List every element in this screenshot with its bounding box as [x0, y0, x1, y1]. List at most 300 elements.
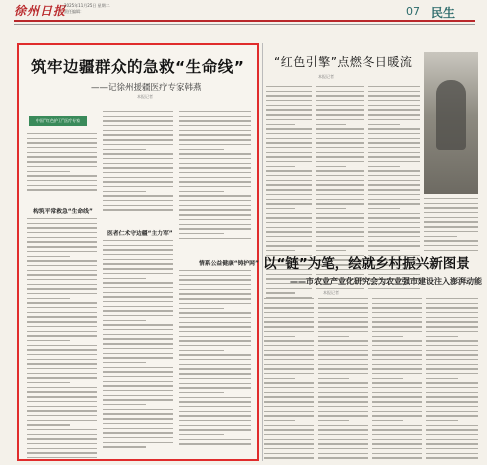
text-line: [266, 119, 312, 120]
text-line: [424, 240, 478, 241]
text-line: [179, 378, 251, 379]
text-line: [27, 410, 97, 411]
text-line: [179, 134, 251, 135]
text-line: [368, 241, 420, 242]
text-line: [27, 133, 97, 134]
featured-text-column: [27, 218, 97, 462]
text-line: [179, 163, 251, 164]
text-line: [179, 125, 251, 126]
text-line: [266, 208, 295, 209]
text-line: [316, 105, 364, 106]
text-line: [266, 231, 312, 232]
text-line: [266, 147, 312, 148]
text-line: [103, 301, 173, 302]
text-line: [103, 362, 146, 363]
text-line: [266, 227, 312, 228]
text-line: [179, 200, 251, 201]
text-line: [318, 331, 368, 332]
text-line: [368, 245, 420, 246]
text-line: [27, 302, 97, 303]
text-line: [426, 326, 478, 327]
text-line: [179, 214, 251, 215]
text-line: [426, 378, 458, 379]
text-line: [266, 95, 312, 96]
text-line: [103, 329, 173, 330]
text-line: [372, 448, 422, 449]
text-line: [368, 86, 420, 87]
text-line: [264, 298, 314, 299]
text-line: [27, 415, 97, 416]
text-line: [266, 128, 312, 129]
text-line: [179, 331, 251, 332]
text-line: [103, 310, 173, 311]
text-line: [372, 434, 422, 435]
text-line: [266, 292, 295, 293]
text-line: [318, 317, 368, 318]
featured-article[interactable]: [17, 43, 259, 461]
text-line: [103, 116, 173, 117]
text-line: [316, 203, 364, 204]
text-line: [264, 340, 314, 341]
paper-name: 徐州日报: [14, 4, 67, 18]
text-line: [103, 209, 173, 210]
text-line: [266, 184, 312, 185]
text-line: [426, 415, 478, 416]
text-line: [318, 326, 368, 327]
text-line: [318, 378, 349, 379]
text-line: [179, 167, 251, 168]
featured-subhead-1: 构筑平常救急“生命线”: [33, 209, 93, 215]
text-line: [179, 238, 251, 239]
text-line: [179, 411, 251, 412]
text-line: [264, 411, 314, 412]
text-line: [316, 236, 364, 237]
text-line: [179, 368, 251, 369]
text-line: [266, 217, 312, 218]
text-line: [179, 195, 251, 196]
column-divider: [262, 43, 263, 461]
text-line: [426, 359, 478, 360]
text-line: [103, 432, 173, 433]
text-line: [27, 335, 97, 336]
text-line: [27, 260, 97, 261]
text-line: [179, 191, 224, 192]
text-line: [316, 138, 364, 139]
text-line: [368, 152, 420, 153]
text-line: [266, 288, 312, 289]
text-line: [368, 213, 420, 214]
text-line: [266, 114, 312, 115]
text-line: [179, 205, 251, 206]
text-line: [316, 166, 346, 167]
text-line: [27, 152, 97, 153]
text-line: [316, 194, 364, 195]
text-line: [103, 371, 173, 372]
text-line: [103, 348, 173, 349]
featured-text-column: [179, 270, 251, 448]
right-bottom-subheadline: ——市农业产业化研究会为农业强市建设注入澎湃动能: [290, 277, 482, 286]
text-line: [424, 198, 478, 199]
text-line: [426, 350, 478, 351]
text-line: [318, 321, 368, 322]
featured-subheadline: ——记徐州援疆医疗专家韩燕: [91, 83, 202, 93]
text-line: [27, 232, 97, 233]
text-line: [316, 147, 364, 148]
text-line: [103, 153, 173, 154]
text-line: [27, 340, 70, 341]
text-line: [179, 308, 224, 309]
text-line: [266, 124, 295, 125]
text-line: [318, 434, 368, 435]
text-line: [266, 236, 312, 237]
text-line: [103, 395, 173, 396]
text-line: [426, 411, 478, 412]
text-line: [27, 457, 97, 458]
text-line: [179, 130, 251, 131]
text-line: [103, 404, 146, 405]
text-line: [368, 189, 420, 190]
text-line: [372, 415, 422, 416]
text-line: [103, 249, 173, 250]
text-line: [318, 415, 368, 416]
text-line: [372, 354, 422, 355]
text-line: [426, 382, 478, 383]
text-line: [318, 345, 368, 346]
text-line: [372, 406, 422, 407]
text-line: [27, 373, 97, 374]
text-line: [27, 349, 97, 350]
text-line: [372, 331, 422, 332]
text-line: [103, 399, 173, 400]
text-line: [27, 288, 97, 289]
text-line: [27, 377, 97, 378]
text-line: [372, 401, 422, 402]
text-line: [368, 288, 420, 289]
text-line: [368, 222, 420, 223]
text-line: [372, 307, 422, 308]
text-line: [264, 392, 314, 393]
text-line: [372, 373, 422, 374]
text-line: [179, 177, 251, 178]
text-line: [424, 245, 478, 246]
text-line: [103, 134, 173, 135]
text-line: [266, 189, 312, 190]
text-line: [179, 158, 251, 159]
text-line: [27, 274, 97, 275]
text-line: [316, 241, 364, 242]
text-line: [266, 109, 312, 110]
text-line: [368, 194, 420, 195]
text-line: [103, 130, 173, 131]
text-line: [264, 457, 314, 458]
text-line: [372, 345, 422, 346]
text-line: [179, 181, 251, 182]
text-line: [103, 111, 173, 112]
text-line: [103, 287, 173, 288]
text-line: [103, 268, 173, 269]
right-bottom-headline[interactable]: 以“链”为笔，绘就乡村振兴新图景: [263, 256, 470, 272]
text-line: [27, 438, 97, 439]
text-line: [318, 364, 368, 365]
text-line: [316, 245, 364, 246]
text-line: [27, 171, 70, 172]
text-line: [316, 91, 364, 92]
text-line: [372, 411, 422, 412]
text-line: [368, 236, 420, 237]
text-line: [27, 142, 97, 143]
text-line: [368, 95, 420, 96]
text-line: [424, 217, 478, 218]
text-line: [368, 175, 420, 176]
text-line: [424, 221, 478, 222]
featured-headline: 筑牢边疆群众的急救“生命线”: [31, 58, 245, 76]
text-line: [103, 172, 173, 173]
text-line: [27, 147, 97, 148]
text-line: [264, 378, 295, 379]
issue-date: 2025年11月25日 星期二: [64, 3, 110, 8]
text-line: [264, 453, 314, 454]
text-line: [318, 340, 368, 341]
text-line: [316, 217, 364, 218]
text-line: [266, 152, 312, 153]
text-line: [103, 367, 173, 368]
text-line: [27, 284, 97, 285]
text-line: [264, 420, 295, 421]
text-line: [426, 387, 478, 388]
text-line: [368, 142, 420, 143]
text-line: [179, 354, 251, 355]
text-line: [368, 203, 420, 204]
text-line: [27, 293, 97, 294]
text-line: [318, 443, 368, 444]
text-line: [179, 443, 251, 444]
text-line: [424, 203, 478, 204]
text-line: [179, 209, 251, 210]
text-line: [368, 133, 420, 134]
text-line: [264, 312, 314, 313]
text-line: [103, 149, 146, 150]
text-line: [426, 298, 478, 299]
text-line: [264, 434, 314, 435]
text-line: [27, 241, 97, 242]
text-line: [103, 381, 173, 382]
text-line: [318, 312, 368, 313]
right-bottom-text-column: [264, 298, 314, 462]
text-line: [27, 359, 97, 360]
text-line: [368, 231, 420, 232]
text-line: [368, 114, 420, 115]
text-line: [266, 241, 312, 242]
text-line: [103, 158, 173, 159]
text-line: [266, 222, 312, 223]
text-line: [316, 227, 364, 228]
text-line: [103, 413, 173, 414]
text-line: [264, 415, 314, 416]
text-line: [318, 453, 368, 454]
text-line: [316, 100, 364, 101]
text-line: [27, 331, 97, 332]
text-line: [318, 336, 349, 337]
text-line: [179, 153, 251, 154]
text-line: [103, 385, 173, 386]
text-line: [316, 161, 364, 162]
text-line: [103, 177, 173, 178]
text-line: [368, 227, 420, 228]
text-line: [426, 321, 478, 322]
text-line: [426, 425, 478, 426]
text-line: [368, 161, 420, 162]
text-line: [179, 401, 251, 402]
text-line: [368, 109, 420, 110]
text-line: [424, 207, 478, 208]
text-line: [103, 167, 173, 168]
text-line: [27, 223, 97, 224]
text-line: [264, 425, 314, 426]
text-line: [179, 434, 224, 435]
text-line: [264, 321, 314, 322]
text-line: [103, 296, 173, 297]
text-line: [27, 321, 97, 322]
text-line: [266, 100, 312, 101]
text-line: [426, 439, 478, 440]
text-line: [368, 138, 420, 139]
text-line: [264, 448, 314, 449]
text-line: [103, 442, 173, 443]
text-line: [426, 368, 478, 369]
text-line: [266, 203, 312, 204]
page-number: 07: [406, 5, 420, 18]
text-line: [426, 312, 478, 313]
text-line: [103, 320, 146, 321]
text-line: [179, 392, 224, 393]
text-line: [318, 368, 368, 369]
text-line: [103, 306, 173, 307]
text-line: [179, 387, 251, 388]
text-line: [372, 359, 422, 360]
text-line: [372, 378, 403, 379]
text-line: [179, 336, 251, 337]
text-line: [27, 443, 97, 444]
text-line: [316, 119, 364, 120]
text-line: [179, 116, 251, 117]
text-line: [264, 364, 314, 365]
text-line: [318, 429, 368, 430]
text-line: [426, 340, 478, 341]
text-line: [27, 363, 97, 364]
text-line: [179, 425, 251, 426]
text-line: [27, 326, 97, 327]
text-line: [318, 401, 368, 402]
text-line: [316, 86, 364, 87]
text-line: [103, 181, 173, 182]
text-line: [27, 312, 97, 313]
text-line: [316, 128, 364, 129]
text-line: [266, 170, 312, 171]
text-line: [372, 443, 422, 444]
text-line: [266, 105, 312, 106]
text-line: [426, 336, 458, 337]
text-line: [316, 109, 364, 110]
text-line: [372, 396, 422, 397]
text-line: [266, 86, 312, 87]
text-line: [179, 298, 251, 299]
text-line: [316, 288, 364, 289]
text-line: [179, 373, 251, 374]
text-line: [266, 156, 312, 157]
text-line: [27, 387, 97, 388]
text-line: [264, 303, 314, 304]
text-line: [316, 133, 364, 134]
text-line: [179, 322, 251, 323]
text-line: [316, 222, 364, 223]
featured-badge: 中国“红色护卫”医疗专家: [29, 116, 87, 126]
text-line: [103, 418, 173, 419]
text-line: [179, 186, 251, 187]
text-line: [179, 144, 251, 145]
editor-line: 责任编辑：: [64, 9, 84, 14]
text-line: [179, 279, 251, 280]
photo-figure: [436, 80, 466, 150]
text-line: [426, 396, 478, 397]
text-line: [27, 279, 97, 280]
featured-text-column: [103, 240, 173, 451]
text-line: [179, 270, 251, 271]
text-line: [27, 246, 97, 247]
text-line: [103, 273, 173, 274]
text-line: [264, 317, 314, 318]
text-line: [27, 161, 97, 162]
text-line: [426, 364, 478, 365]
text-line: [103, 125, 173, 126]
text-line: [27, 298, 70, 299]
text-line: [27, 368, 97, 369]
text-line: [426, 457, 478, 458]
text-line: [103, 428, 173, 429]
right-bottom-text-column: [426, 298, 478, 462]
text-line: [316, 184, 364, 185]
text-line: [179, 312, 251, 313]
text-line: [316, 156, 364, 157]
text-line: [103, 200, 173, 201]
text-line: [368, 128, 420, 129]
text-line: [372, 317, 422, 318]
text-line: [372, 425, 422, 426]
text-line: [103, 437, 173, 438]
right-bottom-text-column: [372, 298, 422, 462]
text-line: [179, 228, 251, 229]
text-line: [264, 368, 314, 369]
text-line: [179, 364, 251, 365]
text-line: [179, 317, 251, 318]
text-line: [179, 345, 251, 346]
text-line: [103, 163, 173, 164]
text-line: [316, 213, 364, 214]
text-line: [264, 387, 314, 388]
text-line: [372, 364, 422, 365]
right-top-headline[interactable]: “红色引擎”点燃冬日暖流: [274, 55, 413, 69]
text-line: [264, 401, 314, 402]
text-line: [27, 166, 97, 167]
text-line: [179, 350, 224, 351]
featured-text-column: [179, 111, 251, 242]
text-line: [103, 144, 173, 145]
text-line: [372, 420, 403, 421]
text-line: [103, 191, 146, 192]
featured-subhead-3: 情系公益健康“铸护网”: [199, 261, 259, 267]
text-line: [264, 429, 314, 430]
text-line: [179, 340, 251, 341]
right-bottom-text-column: [318, 298, 368, 462]
